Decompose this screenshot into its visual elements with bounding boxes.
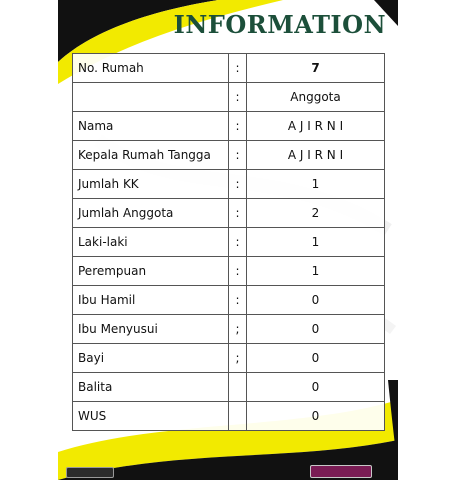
row-label: WUS [73, 402, 229, 431]
row-label: Ibu Hamil [73, 286, 229, 315]
row-value: 1 [247, 228, 385, 257]
table-row [73, 112, 385, 141]
table-row [73, 199, 385, 228]
row-label: Jumlah Anggota [73, 199, 229, 228]
row-label: Balita [73, 373, 229, 402]
row-value: 2 [247, 199, 385, 228]
table-row [73, 170, 385, 199]
row-value: 0 [247, 286, 385, 315]
table-row [73, 344, 385, 373]
row-separator: : [229, 54, 247, 83]
table-row [73, 315, 385, 344]
row-separator: : [229, 112, 247, 141]
table-row [73, 228, 385, 257]
row-value: A J I R N I [247, 112, 385, 141]
row-value: 1 [247, 170, 385, 199]
row-value: 0 [247, 315, 385, 344]
table-row [73, 141, 385, 170]
row-value: 0 [247, 402, 385, 431]
row-separator: : [229, 170, 247, 199]
table-row [73, 83, 385, 112]
row-separator: : [229, 141, 247, 170]
row-label: No. Rumah [73, 54, 229, 83]
row-value: 0 [247, 344, 385, 373]
row-separator: : [229, 257, 247, 286]
next-button[interactable] [310, 465, 372, 478]
right-margin [398, 0, 456, 480]
table-row [73, 54, 385, 83]
table-row [73, 286, 385, 315]
row-separator: : [229, 83, 247, 112]
back-button[interactable] [66, 467, 114, 478]
row-label: Ibu Menyusui [73, 315, 229, 344]
row-label: Perempuan [73, 257, 229, 286]
row-value: 7 [247, 54, 385, 83]
row-separator: : [229, 199, 247, 228]
row-separator: : [229, 228, 247, 257]
row-separator [229, 373, 247, 402]
row-label: Jumlah KK [73, 170, 229, 199]
row-separator [229, 402, 247, 431]
row-label: Laki-laki [73, 228, 229, 257]
row-value: 0 [247, 373, 385, 402]
row-separator: ; [229, 315, 247, 344]
row-value: Anggota [247, 83, 385, 112]
row-label: Nama [73, 112, 229, 141]
info-card [58, 0, 398, 480]
row-label: Bayi [73, 344, 229, 373]
row-label [73, 83, 229, 112]
left-margin [0, 0, 58, 480]
table-row [73, 373, 385, 402]
row-value: 1 [247, 257, 385, 286]
row-separator: : [229, 286, 247, 315]
page-title: INFORMATION [173, 10, 386, 39]
row-label: Kepala Rumah Tangga [73, 141, 229, 170]
row-separator: ; [229, 344, 247, 373]
info-table [72, 53, 385, 431]
table-row [73, 402, 385, 431]
row-value: A J I R N I [247, 141, 385, 170]
table-row [73, 257, 385, 286]
